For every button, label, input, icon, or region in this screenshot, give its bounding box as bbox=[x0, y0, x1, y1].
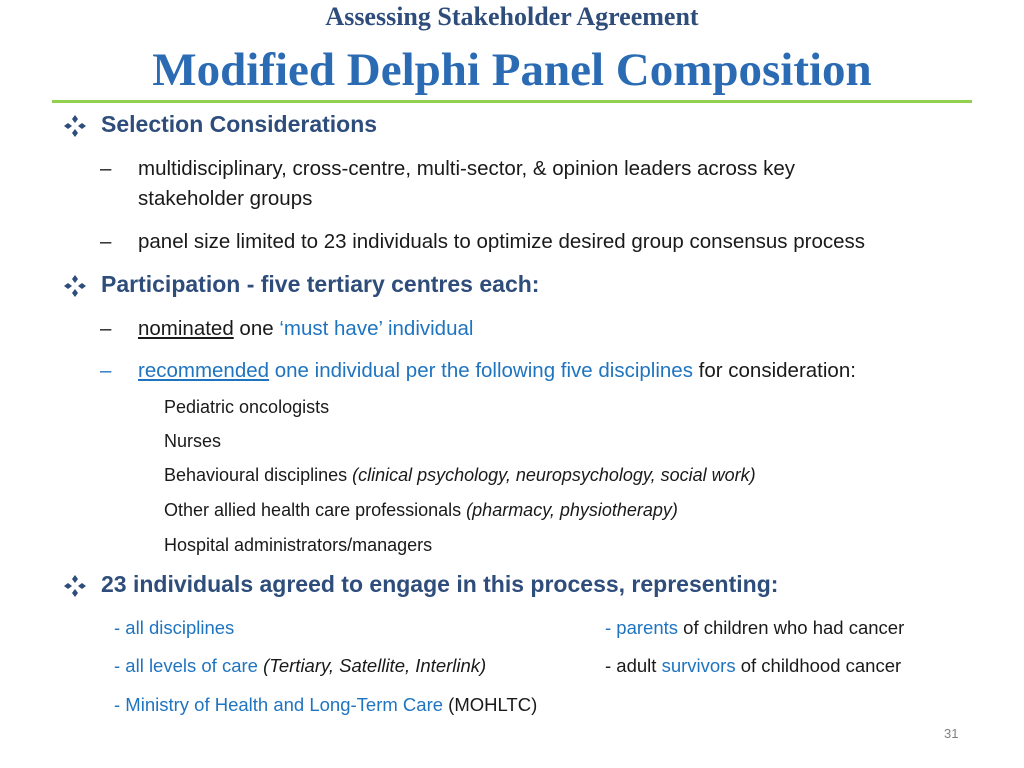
discipline-label: Other allied health care professionals bbox=[164, 500, 467, 520]
slide-title: Modified Delphi Panel Composition bbox=[152, 44, 872, 96]
nominated-text: nominated bbox=[138, 317, 234, 340]
rep-levels-of-care bbox=[114, 655, 486, 677]
participation-item-1 bbox=[138, 317, 473, 341]
item-text: one bbox=[233, 317, 280, 340]
diamond-bullet-icon bbox=[62, 573, 88, 599]
discipline-label: Nurses bbox=[164, 431, 222, 451]
rep-all-disciplines: - all disciplines bbox=[114, 617, 235, 638]
rep-ministry bbox=[114, 694, 537, 716]
diamond-bullet-icon bbox=[62, 113, 88, 139]
discipline-label: Pediatric oncologists bbox=[164, 397, 330, 417]
dash-marker: – bbox=[100, 157, 112, 180]
discipline-item bbox=[164, 500, 678, 521]
page-number: 31 bbox=[944, 726, 959, 741]
rep-text: of childhood cancer bbox=[735, 655, 902, 676]
rep-note: (Tertiary, Satellite, Interlink) bbox=[257, 655, 487, 676]
recommended-text: recommended bbox=[138, 359, 270, 382]
discipline-note: (pharmacy, physiotherapy) bbox=[466, 500, 678, 520]
title-divider bbox=[52, 100, 972, 103]
rep-text: - adult bbox=[605, 655, 662, 676]
slide-supertitle: Assessing Stakeholder Agreement bbox=[325, 2, 699, 31]
dash-marker: – bbox=[100, 317, 112, 340]
diamond-bullet-icon bbox=[62, 273, 88, 299]
disciplines-text: one individual per the following five disciplines bbox=[269, 359, 693, 382]
rep-text: - all levels of care bbox=[114, 655, 258, 676]
dash-marker: – bbox=[100, 230, 112, 253]
rep-text: survivors bbox=[661, 655, 736, 676]
must-have-text: ‘must have’ individual bbox=[279, 317, 474, 340]
selection-item-1-line1: multidisciplinary, cross-centre, multi-sector, & opinion leaders across key bbox=[138, 157, 796, 180]
rep-text: of children who had cancer bbox=[678, 617, 905, 638]
discipline-item bbox=[164, 431, 221, 452]
dash-marker: – bbox=[100, 359, 112, 382]
section-heading-participation: Participation - five tertiary centres each: bbox=[101, 271, 540, 297]
rep-text: - parents bbox=[605, 617, 679, 638]
selection-item-2: panel size limited to 23 individuals to optimize desired group consensus process bbox=[138, 230, 866, 253]
rep-text: (MOHLTC) bbox=[443, 694, 538, 715]
discipline-label: Hospital administrators/managers bbox=[164, 535, 433, 555]
discipline-item bbox=[164, 465, 756, 486]
section-heading-selection: Selection Considerations bbox=[101, 111, 378, 137]
discipline-label: Behavioural disciplines bbox=[164, 465, 353, 485]
discipline-item bbox=[164, 397, 329, 418]
discipline-item bbox=[164, 535, 432, 556]
item-text: for consideration: bbox=[692, 359, 856, 382]
selection-item-1-line2: stakeholder groups bbox=[138, 187, 313, 210]
discipline-note: (clinical psychology, neuropsychology, social work) bbox=[352, 465, 756, 485]
rep-text: - Ministry of Health and Long-Term Care bbox=[114, 694, 444, 715]
rep-parents bbox=[605, 617, 904, 639]
rep-survivors bbox=[605, 655, 901, 677]
participation-item-2 bbox=[138, 359, 856, 383]
section-heading-representing: 23 individuals agreed to engage in this process, representing: bbox=[101, 571, 779, 597]
